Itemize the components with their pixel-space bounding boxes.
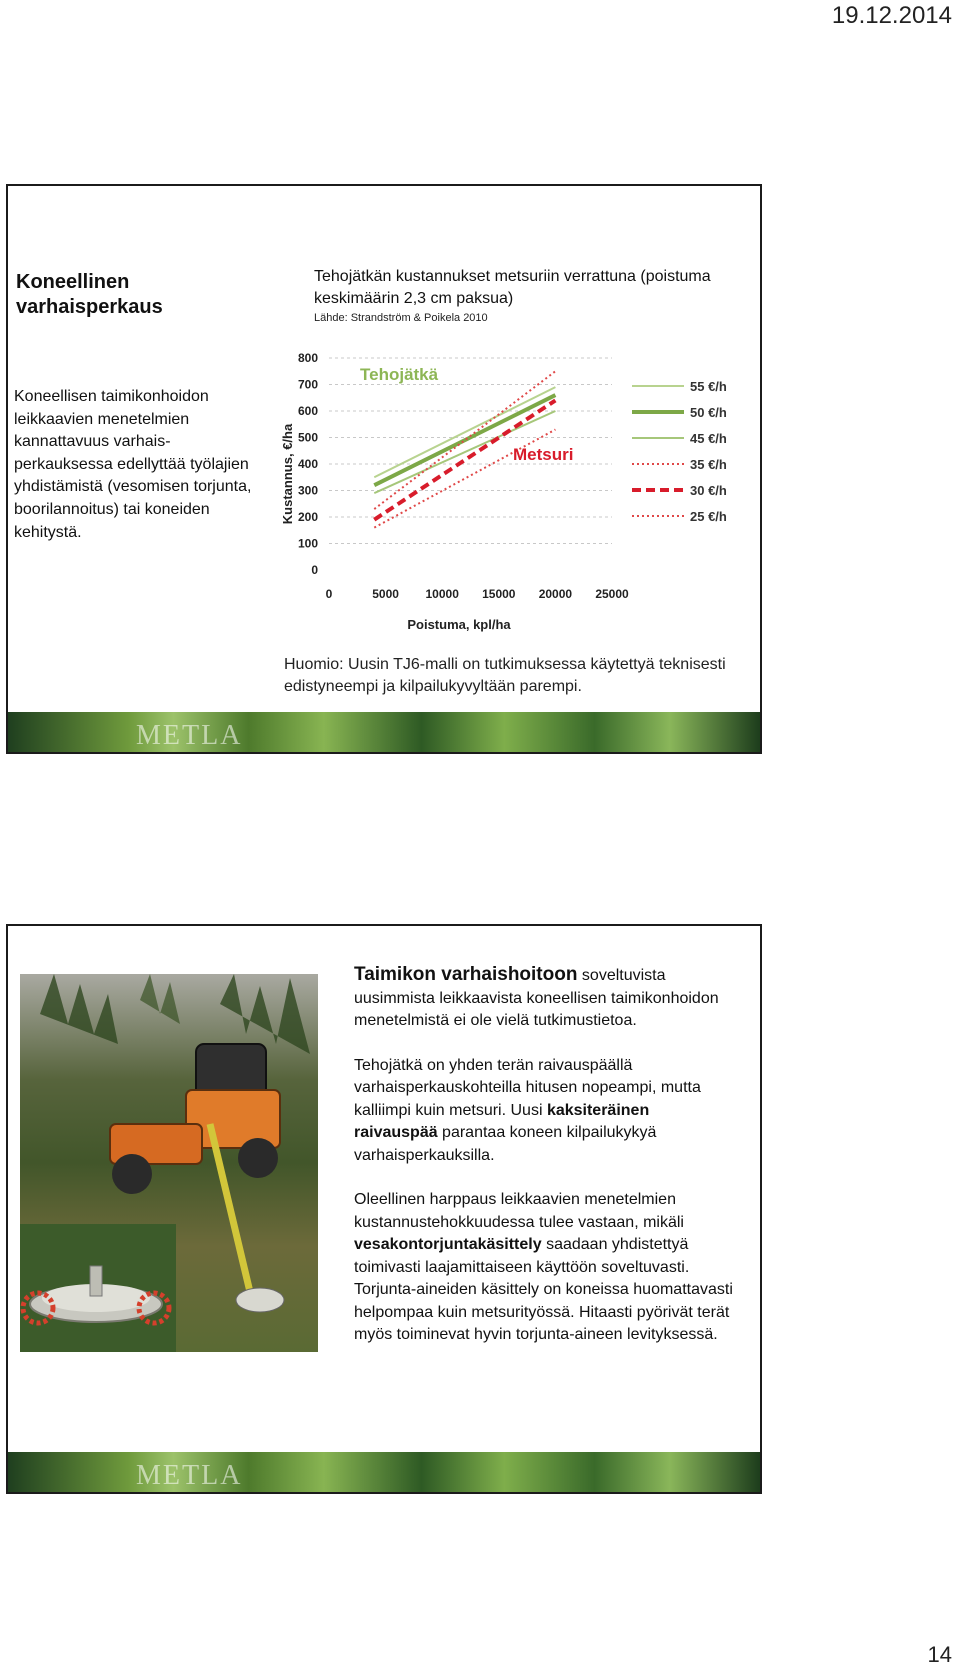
paragraph-2-bold: kaksiteräinen raivauspää bbox=[354, 1101, 650, 1141]
slide-1 bbox=[6, 184, 762, 754]
paragraph-1-lead: Taimikon varhaishoitoon bbox=[354, 964, 578, 985]
annotation-metsuri: Metsuri bbox=[513, 445, 574, 464]
y-tick-label: 0 bbox=[311, 563, 318, 577]
y-tick-label: 800 bbox=[297, 351, 318, 365]
metla-logo: METLA bbox=[136, 1460, 243, 1491]
paragraph-3-start: Oleellinen harppaus leikkaavien menetelmien kustannustehokkuudessa tulee vastaan, mikäli bbox=[354, 1191, 684, 1231]
paragraph-2 bbox=[354, 1055, 734, 1168]
cost-chart bbox=[274, 334, 744, 654]
metla-footer-banner bbox=[8, 712, 760, 752]
paragraph-1-rest: soveltuvista uusimmista leikkaavista koneellisen taimikonhoidon menetelmistä ei ole vielä tutkimustietoa. bbox=[354, 967, 719, 1029]
slide-2 bbox=[6, 924, 762, 1494]
x-tick-label: 20000 bbox=[538, 587, 573, 601]
legend-label: 35 €/h bbox=[690, 457, 727, 472]
metla-footer-banner bbox=[8, 1452, 760, 1492]
x-tick-label: 0 bbox=[325, 587, 333, 601]
x-tick-label: 10000 bbox=[425, 587, 459, 601]
y-tick-label: 100 bbox=[297, 536, 318, 551]
chart-heading: Tehojätkän kustannukset metsuriin verrattuna (poistuma keskimäärin 2,3 cm paksua) bbox=[314, 268, 711, 307]
chart-note: Huomio: Uusin TJ6-malli on tutkimuksessa käytettyä teknisesti edistyneempi ja kilpailukyvyltään parempi. bbox=[284, 656, 726, 695]
x-tick-label: 15000 bbox=[482, 587, 516, 601]
metla-logo: METLA bbox=[136, 720, 243, 751]
slide-title: Koneellinen varhaisperkaus bbox=[16, 271, 163, 318]
y-tick-label: 700 bbox=[297, 377, 318, 392]
paragraph-1 bbox=[354, 964, 734, 1033]
y-tick-label: 500 bbox=[297, 430, 318, 445]
chart-source: Lähde: Strandström & Poikela 2010 bbox=[314, 312, 488, 324]
legend-label: 55 €/h bbox=[690, 379, 727, 394]
y-axis-label: Kustannus, €/ha bbox=[280, 423, 295, 525]
x-tick-label: 5000 bbox=[372, 587, 399, 601]
paragraph-2-start: Tehojätkä on yhden terän raivauspäällä varhaisperkauskohteilla hitusen nopeampi, mutta kalliimpi kuin metsuri. Uusi bbox=[354, 1056, 701, 1119]
harvester-photo bbox=[20, 974, 318, 1352]
series-line bbox=[374, 395, 555, 485]
y-tick-label: 300 bbox=[297, 483, 318, 498]
paragraph-3 bbox=[354, 1189, 734, 1347]
page-number: 14 bbox=[927, 1642, 952, 1667]
slide-body-text: Koneellisen taimikonhoidon leikkaavien menetelmien kannattavuus varhais-perkauksessa edellyttää työlajien yhdistämistä (vesomisen torjunta, boorilannoitus) tai koneiden kehitystä. bbox=[14, 388, 252, 541]
x-tick-label: 25000 bbox=[595, 587, 629, 601]
legend-label: 45 €/h bbox=[690, 431, 727, 446]
y-tick-label: 200 bbox=[297, 510, 318, 524]
legend-label: 25 €/h bbox=[690, 509, 727, 524]
legend-label: 50 €/h bbox=[690, 405, 727, 420]
legend-label: 30 €/h bbox=[690, 483, 727, 498]
x-axis-label: Poistuma, kpl/ha bbox=[407, 617, 511, 632]
slide-2-text bbox=[354, 964, 734, 1369]
annotation-tehojatka: Tehojätkä bbox=[360, 365, 439, 384]
y-tick-label: 400 bbox=[297, 457, 318, 471]
y-tick-label: 600 bbox=[297, 404, 318, 418]
harvester-illustration bbox=[20, 974, 318, 1352]
paragraph-3-bold: vesakontorjuntakäsittely bbox=[354, 1236, 542, 1253]
paragraph-2-end: parantaa koneen kilpailukykyä varhaisperkauksilla. bbox=[354, 1124, 657, 1164]
page-date: 19.12.2014 bbox=[831, 2, 952, 29]
paragraph-3-end: saadaan yhdistettyä toimivasti laajamittaiseen käyttöön soveltuvasti. Torjunta-aineiden käsittely on koneissa huomattavasti helpompaa kuin metsurityössä. Hitaasti pyörivät terät myös toiminevat hyvin torjunta-aineen levityksessä. bbox=[354, 1236, 733, 1343]
